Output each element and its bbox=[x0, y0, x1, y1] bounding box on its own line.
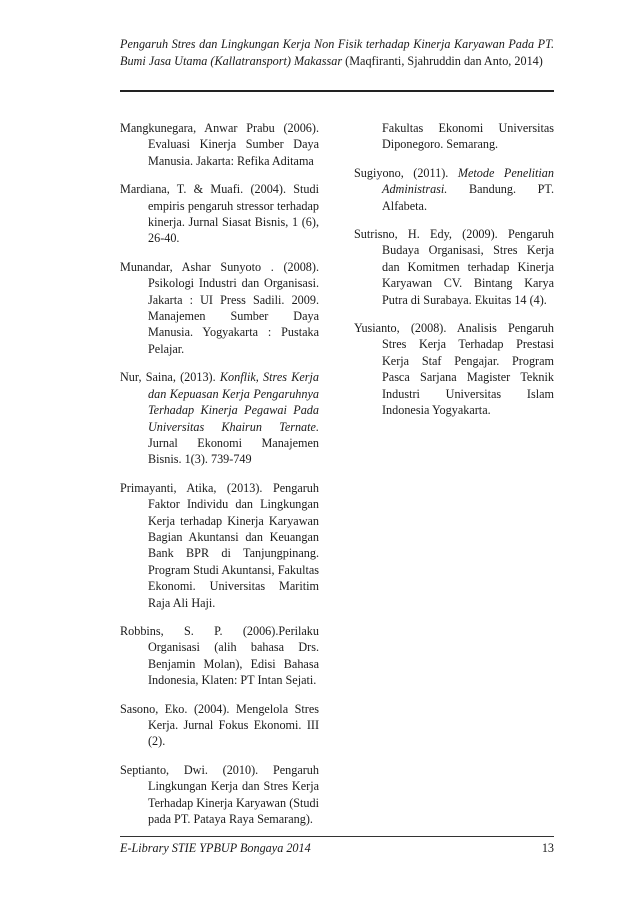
reference-column-right bbox=[354, 120, 554, 431]
page-footer bbox=[120, 836, 554, 856]
reference-entry: Septianto, Dwi. (2010). Pengaruh Lingkungan Kerja dan Stres Kerja Terhadap Kinerja Karyawan (Studi pada PT. Pataya Raya Semarang). bbox=[120, 762, 319, 827]
reference-entry: Primayanti, Atika, (2013). Pengaruh Faktor Individu dan Lingkungan Kerja terhadap Kinerja Karyawan Bagian Akuntansi dan Keuangan Bank BPR di Tanjungpinang. Program Studi Akuntansi, Fakultas Ekonomi. Universitas Maritim Raja Ali Haji. bbox=[120, 480, 319, 610]
reference-entry: Mardiana, T. & Muafi. (2004). Studi empiris pengaruh stressor terhadap kinerja. Jurnal Siasat Bisnis, 1 (6), 26-40. bbox=[120, 182, 319, 246]
header-rule bbox=[120, 90, 554, 92]
header-title: Pengaruh Stres dan Lingkungan Kerja Non Fisik terhadap Kinerja Karyawan Pada PT. Bumi Jasa Utama (Kallatransport) Makassar bbox=[120, 37, 554, 68]
reference-entry: Yusianto, (2008). Analisis Pengaruh Stres Kerja Terhadap Prestasi Kerja Staf Pengajar. Program Pasca Sarjana Magister Teknik Industri Universitas Islam Indonesia Yogyakarta. bbox=[354, 321, 554, 418]
header-authors: (Maqfiranti, Sjahruddin dan Anto, 2014) bbox=[342, 54, 543, 68]
reference-entry: Mangkunegara, Anwar Prabu (2006). Evaluasi Kinerja Sumber Daya Manusia. Jakarta: Refika Aditama bbox=[120, 121, 319, 168]
reference-continuation: Fakultas Ekonomi Universitas Diponegoro. Semarang. bbox=[382, 121, 554, 152]
reference-entry: Sasono, Eko. (2004). Mengelola Stres Kerja. Jurnal Fokus Ekonomi. III (2). bbox=[120, 701, 319, 749]
reference-entry: Robbins, S. P. (2006).Perilaku Organisasi (alih bahasa Drs. Benjamin Molan), Edisi Bahasa Indonesia, Klaten: PT Intan Sejati. bbox=[120, 623, 319, 688]
running-header bbox=[120, 36, 554, 70]
reference-column-left bbox=[120, 120, 319, 839]
reference-entry: Sutrisno, H. Edy, (2009). Pengaruh Budaya Organisasi, Stres Kerja dan Komitmen terhadap Kinerja Karyawan CV. Bintang Karya Putra di Surabaya. Ekuitas 14 (4). bbox=[354, 227, 554, 307]
page-number: 13 bbox=[541, 841, 554, 855]
footer-library: E-Library STIE YPBUP Bongaya 2014 bbox=[120, 841, 311, 855]
reference-entry: Munandar, Ashar Sunyoto . (2008). Psikologi Industri dan Organisasi. Jakarta : UI Press Sadili. 2009. Manajemen Sumber Daya Manusia. Yogyakarta : Pustaka Pelajar. bbox=[120, 259, 319, 356]
reference-entry: Sugiyono, (2011). Metode Penelitian Administrasi. Bandung. PT. Alfabeta. bbox=[354, 165, 554, 213]
reference-entry: Nur, Saina, (2013). Konflik, Stres Kerja dan Kepuasan Kerja Pengaruhnya Terhadap Kinerja Pegawai Pada Universitas Khairun Ternate. Jurnal Ekonomi Manajemen Bisnis. 1(3). 739-749 bbox=[120, 370, 319, 467]
